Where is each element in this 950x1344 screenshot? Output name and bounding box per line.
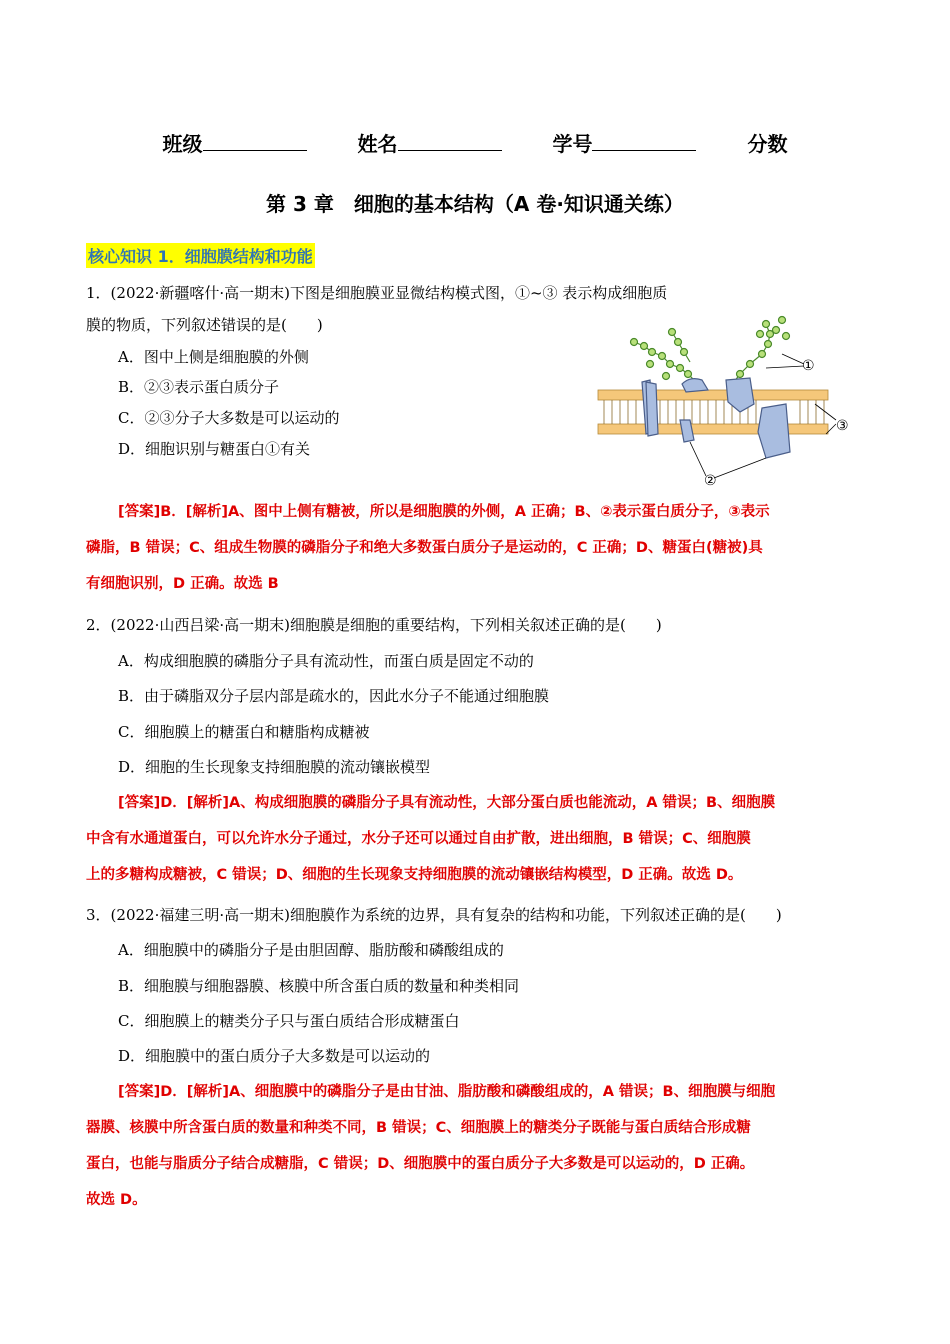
page-title: 第 3 章 细胞的基本结构（A 卷·知识通关练） [266,192,684,216]
q1-answer-line3: 有细胞识别，D 正确。故选 B [86,576,279,592]
label-3: ③ [836,418,849,434]
q2-option-d: D．细胞的生长现象支持细胞膜的流动镶嵌模型 [118,758,431,776]
q2-answer-line1: [答案]D．[解析]A、构成细胞膜的磷脂分子具有流动性，大部分蛋白质也能流动，A 错误；B、细胞膜 [118,795,776,811]
q1-option-a: A．图中上侧是细胞膜的外侧 [118,348,309,366]
q2-answer-line2: 中含有水通道蛋白，可以允许水分子通过，水分子还可以通过自由扩散，进出细胞，B 错误；C、细胞膜 [86,831,751,847]
q2-option-a: A．构成细胞膜的磷脂分子具有流动性，而蛋白质是固定不动的 [118,652,534,670]
score-label: 分数 [747,132,788,156]
q3-answer-line1: [答案]D．[解析]A、细胞膜中的磷脂分子是由甘油、脂肪酸和磷酸组成的，A 错误；B、细胞膜与细胞 [118,1084,776,1100]
label-1: ① [802,358,815,374]
q3-option-d: D．细胞膜中的蛋白质分子大多数是可以运动的 [118,1047,431,1065]
number-label: 学号 [552,132,593,156]
q2-answer-line3: 上的多糖构成糖被，C 错误；D、细胞的生长现象支持细胞膜的流动镶嵌结构模型，D 正确。故选 D。 [86,867,743,883]
q3-option-a: A．细胞膜中的磷脂分子是由胆固醇、脂肪酸和磷酸组成的 [118,941,504,959]
section-label: 核心知识 1．细胞膜结构和功能 [86,243,315,268]
q3-answer-line4: 故选 D。 [86,1192,147,1208]
q2-answer [86,785,866,893]
class-blank [203,132,307,151]
number-blank [592,132,696,151]
q1-option-d: D．细胞识别与糖蛋白①有关 [118,440,311,458]
q3-answer-line3: 蛋白，也能与脂质分子结合成糖脂，C 错误；D、细胞膜中的蛋白质分子大多数是可以运动的，D 正确。 [86,1156,755,1172]
q1-stem-line1: 1．(2022·新疆喀什·高一期末)下图是细胞膜亚显微结构模式图，①~③ 表示构成细胞质 [86,284,668,302]
q3-answer [86,1074,866,1218]
lipid-bilayer [598,390,828,434]
q3-answer-line2: 器膜、核膜中所含蛋白质的数量和种类不同，B 错误；C、细胞膜上的糖类分子既能与蛋白质结合形成糖 [86,1120,751,1136]
q2-option-b: B．由于磷脂双分子层内部是疏水的，因此水分子不能通过细胞膜 [118,687,550,705]
name-blank [398,132,502,151]
class-label: 班级 [162,132,203,156]
name-label: 姓名 [357,132,398,156]
membrane-diagram [590,312,865,492]
q2-option-c: C．细胞膜上的糖蛋白和糖脂构成糖被 [118,723,370,741]
q1-answer-line1: [答案]B．[解析]A、图中上侧有糖被，所以是细胞膜的外侧，A 正确；B、②表示蛋白质分子，③表示 [118,504,770,520]
q2-stem: 2．(2022·山西吕梁·高一期末)细胞膜是细胞的重要结构，下列相关叙述正确的是( ) [86,616,662,634]
student-info-header [0,128,950,157]
q1-answer [86,494,866,602]
label-2: ② [704,473,717,489]
q1-option-b: B．②③表示蛋白质分子 [118,378,280,396]
q3-option-b: B．细胞膜与细胞器膜、核膜中所含蛋白质的数量和种类相同 [118,977,520,995]
q3-option-c: C．细胞膜上的糖类分子只与蛋白质结合形成糖蛋白 [118,1012,460,1030]
q1-stem-line2: 膜的物质，下列叙述错误的是( ) [86,316,323,334]
q3-stem: 3．(2022·福建三明·高一期末)细胞膜作为系统的边界，具有复杂的结构和功能，下列叙述正确的是( ) [86,906,782,924]
q1-answer-line2: 磷脂，B 错误；C、组成生物膜的磷脂分子和绝大多数蛋白质分子是运动的，C 正确；D、糖蛋白(糖被)具 [86,540,763,556]
q1-option-c: C．②③分子大多数是可以运动的 [118,409,340,427]
glycan-chains [631,317,790,383]
